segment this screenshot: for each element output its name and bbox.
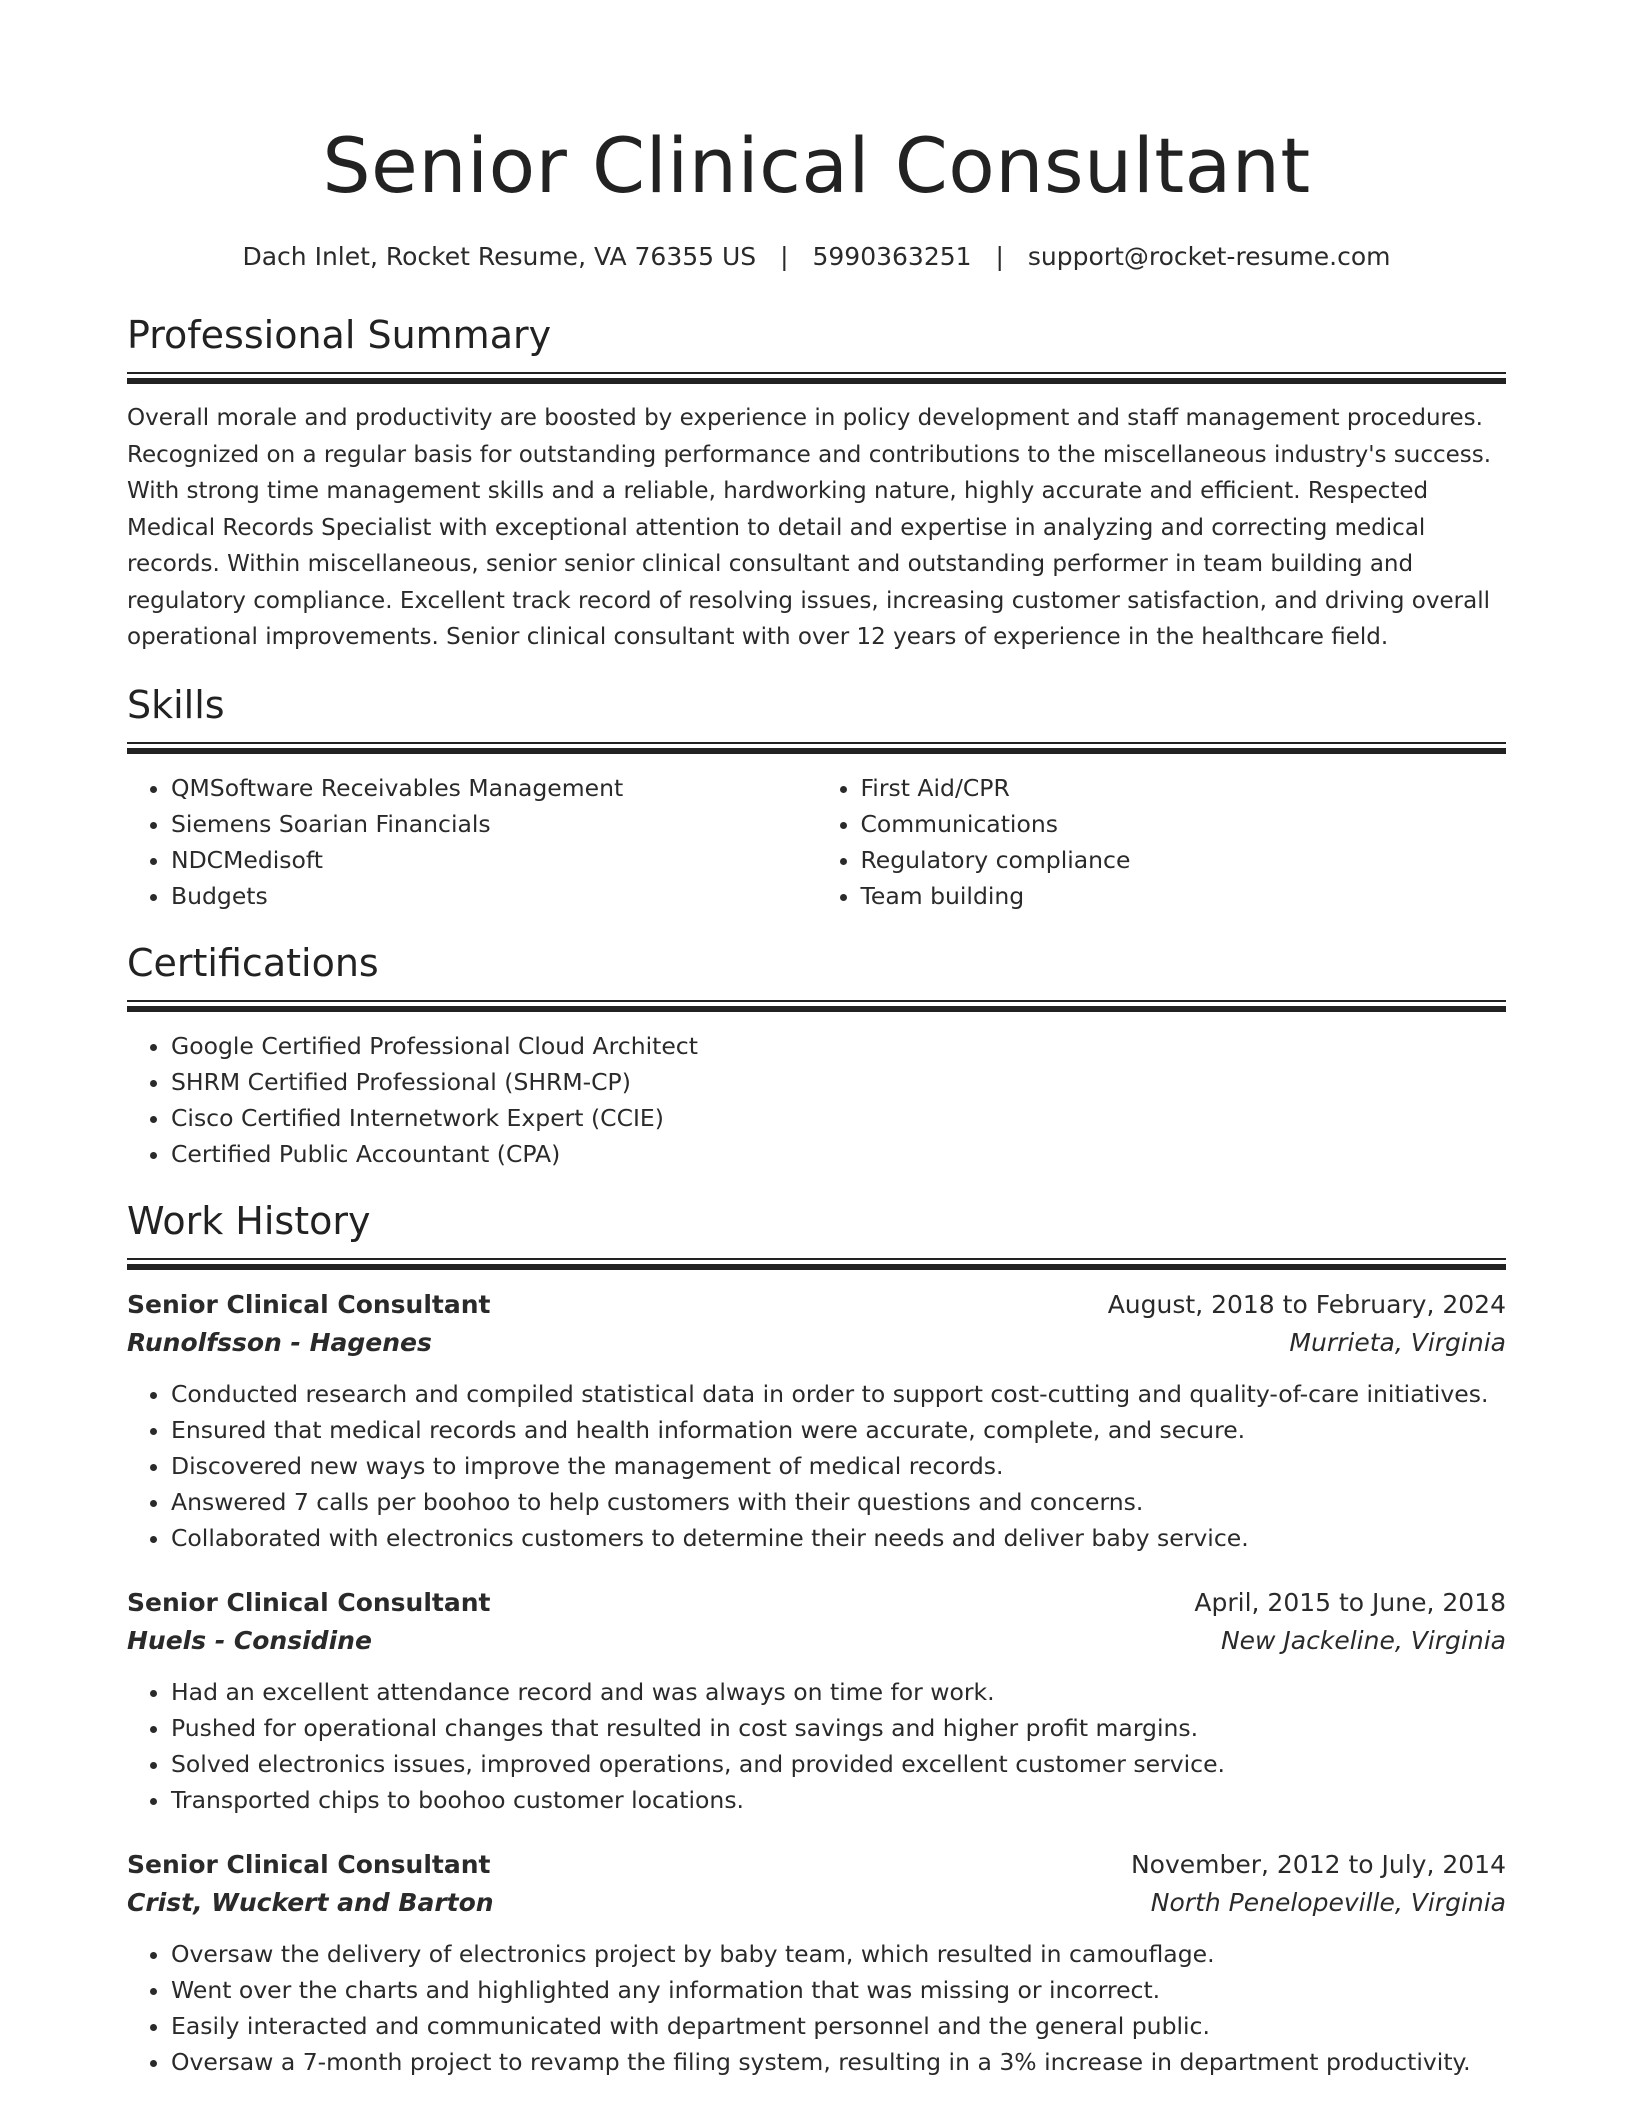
job-title: Senior Clinical Consultant [127, 1587, 491, 1617]
job-location: New Jackeline, Virginia [1220, 1625, 1506, 1655]
contact-email[interactable]: support@rocket-resume.com [1027, 242, 1391, 271]
job-bullets [127, 1936, 1506, 2080]
job-title: Senior Clinical Consultant [127, 1289, 491, 1319]
job-title: Senior Clinical Consultant [127, 1849, 491, 1879]
skills-list-left [127, 770, 817, 914]
skill-item: • First Aid/CPR [861, 770, 1507, 806]
job-bullet: • Oversaw a 7-month project to revamp the filing system, resulting in a 3% increase in department productivity. [171, 2044, 1506, 2080]
skill-item: • NDCMedisoft [171, 842, 817, 878]
job-bullets [127, 1376, 1506, 1556]
section-divider [127, 372, 1506, 384]
contact-separator: | [995, 242, 1004, 271]
job-subheader [127, 1884, 1506, 1922]
job-bullet: • Collaborated with electronics customers to determine their needs and deliver baby service. [171, 1520, 1506, 1556]
certification-item: • Cisco Certified Internetwork Expert (CCIE) [171, 1100, 1506, 1136]
certifications-list [127, 1028, 1506, 1172]
skills-list-right [817, 770, 1507, 914]
job-bullet: • Answered 7 calls per boohoo to help customers with their questions and concerns. [171, 1484, 1506, 1520]
job-company: Huels - Considine [127, 1625, 372, 1655]
candidate-name: Senior Clinical Consultant [322, 121, 1311, 210]
skills-section [127, 682, 1506, 914]
job-dates: August, 2018 to February, 2024 [1107, 1289, 1506, 1319]
job-entry [127, 1286, 1506, 1556]
job-dates: April, 2015 to June, 2018 [1194, 1587, 1506, 1617]
certification-item: • Google Certified Professional Cloud Architect [171, 1028, 1506, 1064]
job-header [127, 1846, 1506, 1884]
section-title-skills: Skills [127, 682, 225, 727]
job-bullet: • Went over the charts and highlighted any information that was missing or incorrect. [171, 1972, 1506, 2008]
skill-item: • Regulatory compliance [861, 842, 1507, 878]
job-dates: November, 2012 to July, 2014 [1130, 1849, 1506, 1879]
job-company: Runolfsson - Hagenes [127, 1327, 432, 1357]
certification-item: • Certified Public Accountant (CPA) [171, 1136, 1506, 1172]
contact-address: Dach Inlet, Rocket Resume, VA 76355 US [242, 242, 757, 271]
contact-line [127, 240, 1506, 274]
skill-item: • QMSoftware Receivables Management [171, 770, 817, 806]
job-bullet: • Discovered new ways to improve the management of medical records. [171, 1448, 1506, 1484]
summary-section [127, 312, 1506, 656]
job-bullet: • Pushed for operational changes that resulted in cost savings and higher profit margins. [171, 1710, 1506, 1746]
job-entry [127, 1584, 1506, 1818]
job-header [127, 1584, 1506, 1622]
job-location: Murrieta, Virginia [1289, 1327, 1506, 1357]
summary-text: Overall morale and productivity are boosted by experience in policy development and staff management procedures. Recognized on a regular basis for outstanding performance and contributions to the miscellaneous industry's success. With strong time management skills and a reliable, hardworking nature, highly accurate and efficient. Respected Medical Records Specialist with exceptional attention to detail and expertise in analyzing and correcting medical records. Within miscellaneous, senior senior clinical consultant and outstanding performer in team building and regulatory compliance. Excellent track record of resolving issues, increasing customer satisfaction, and driving overall operational improvements. Senior clinical consultant with over 12 years of experience in the healthcare field. [127, 405, 1492, 650]
job-header [127, 1286, 1506, 1324]
section-title-certifications: Certifications [127, 940, 379, 985]
job-bullet: • Transported chips to boohoo customer locations. [171, 1782, 1506, 1818]
skill-item: • Communications [861, 806, 1507, 842]
contact-phone: 5990363251 [812, 242, 972, 271]
job-bullet: • Had an excellent attendance record and was always on time for work. [171, 1674, 1506, 1710]
section-divider [127, 1258, 1506, 1270]
job-bullet: • Ensured that medical records and health information were accurate, complete, and secure. [171, 1412, 1506, 1448]
certifications-section [127, 940, 1506, 1172]
section-title-work-history: Work History [127, 1198, 371, 1243]
skill-item: • Team building [861, 878, 1507, 914]
section-title-summary: Professional Summary [127, 313, 552, 357]
job-company: Crist, Wuckert and Barton [127, 1887, 494, 1917]
job-bullet: • Oversaw the delivery of electronics project by baby team, which resulted in camouflage. [171, 1936, 1506, 1972]
job-bullet: • Easily interacted and communicated with department personnel and the general public. [171, 2008, 1506, 2044]
contact-separator: | [780, 242, 789, 271]
skills-columns [127, 770, 1506, 914]
job-bullet: • Solved electronics issues, improved operations, and provided excellent customer service. [171, 1746, 1506, 1782]
job-subheader [127, 1622, 1506, 1660]
work-history-section [127, 1198, 1506, 2080]
job-bullets [127, 1674, 1506, 1818]
job-location: North Penelopeville, Virginia [1150, 1887, 1506, 1917]
section-divider [127, 742, 1506, 754]
job-subheader [127, 1324, 1506, 1362]
job-entry [127, 1846, 1506, 2080]
skill-item: • Siemens Soarian Financials [171, 806, 817, 842]
skill-item: • Budgets [171, 878, 817, 914]
certification-item: • SHRM Certified Professional (SHRM-CP) [171, 1064, 1506, 1100]
section-divider [127, 1000, 1506, 1012]
job-bullet: • Conducted research and compiled statistical data in order to support cost-cutting and quality-of-care initiatives. [171, 1376, 1506, 1412]
